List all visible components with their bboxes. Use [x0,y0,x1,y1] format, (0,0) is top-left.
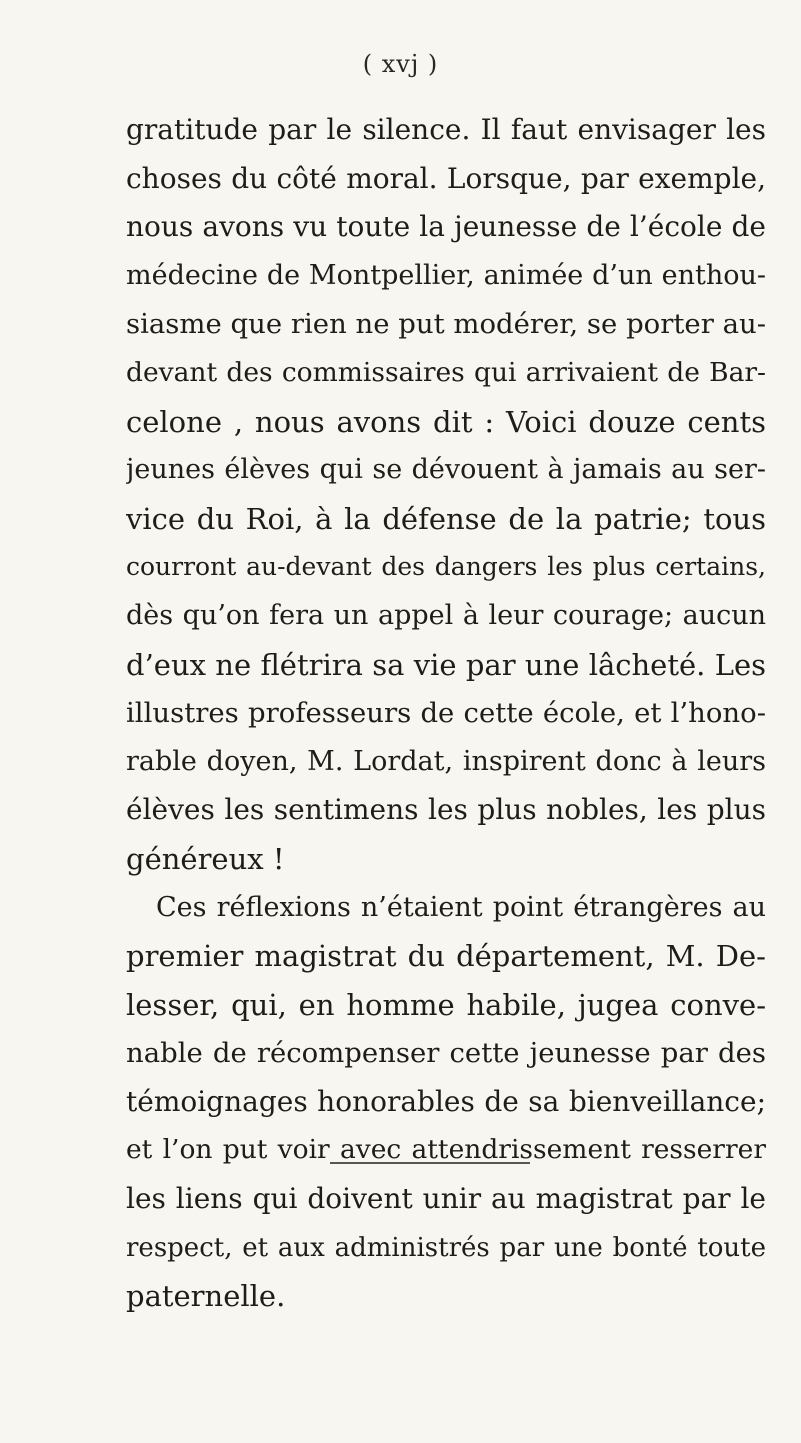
text-line: d’eux ne flétrira sa vie par une lâcheté. Les [126,647,766,682]
text-line: celone , nous avons dit : Voici douze cents [126,404,766,439]
text-line: gratitude par le silence. Il faut envisager les [126,113,766,146]
text-line: choses du côté moral. Lorsque, par exemple, [126,161,766,195]
text-line: illustres professeurs de cette école, et l’hono- [126,697,766,730]
section-divider [330,1162,530,1164]
body-text [126,106,766,1321]
text-line: Ces réflexions n’étaient point étrangères au [156,891,766,923]
text-line: nous avons vu toute la jeunesse de l’école de [126,210,766,244]
text-line: nable de récompenser cette jeunesse par des [126,1037,766,1070]
text-line: et l’on put voir avec attendrissement resserrer [126,1134,766,1166]
text-line: médecine de Montpellier, animée d’un enthou- [126,259,766,291]
text-line: lesser, qui, en homme habile, jugea conve- [126,987,766,1022]
text-line: siasme que rien ne put modérer, se porter au- [126,308,766,341]
text-line: généreux ! [126,841,285,876]
text-line: vice du Roi, à la défense de la patrie; tous [126,501,766,536]
text-line: courront au-devant des dangers les plus certains, [126,552,766,582]
text-line: rable doyen, M. Lordat, inspirent donc à leurs [126,745,766,777]
text-line: jeunes élèves qui se dévouent à jamais au ser- [126,454,766,486]
text-line: témoignages honorables de sa bienveillance; [126,1084,766,1118]
text-line: premier magistrat du département, M. De- [126,939,766,974]
text-line: dès qu’on fera un appel à leur courage; aucun [126,599,766,631]
text-line: élèves les sentimens les plus nobles, les plus [126,793,766,827]
page-number: ( xvj ) [362,50,439,78]
text-line: les liens qui doivent unir au magistrat par le [126,1182,766,1216]
text-line: devant des commissaires qui arrivaient de Bar- [126,356,766,388]
text-line: respect, et aux administrés par une bonté toute [126,1232,766,1263]
text-line: paternelle. [126,1279,286,1314]
